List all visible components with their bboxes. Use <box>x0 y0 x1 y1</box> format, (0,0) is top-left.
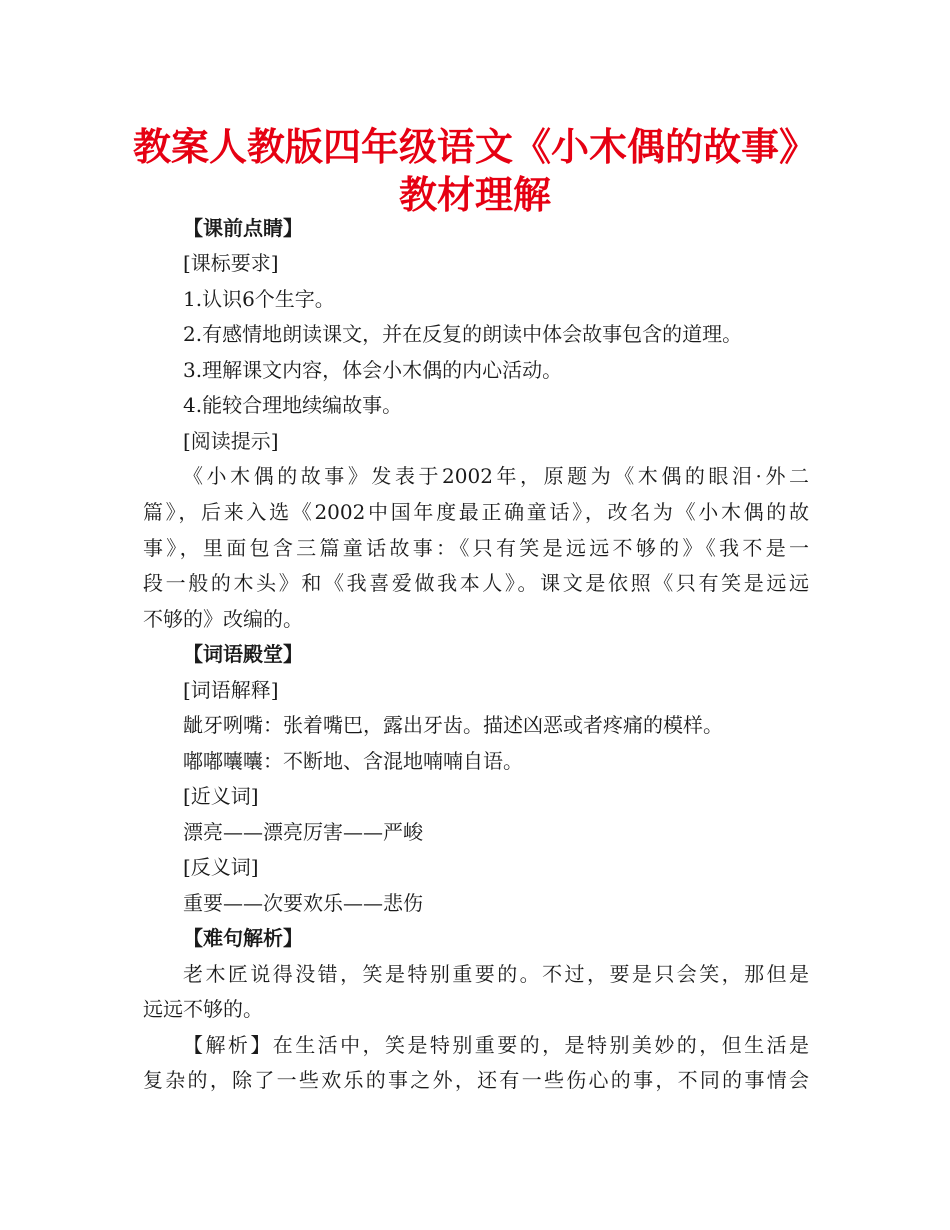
paragraph-line: 段一般的木头》和《我喜爱做我本人》。课文是依照《只有笑是远远 <box>143 571 809 595</box>
requirement-item: 2.有感情地朗读课文，并在反复的朗读中体会故事包含的道理。 <box>183 322 743 346</box>
document-title-line-1: 教案人教版四年级语文《小木偶的故事》 <box>132 125 817 169</box>
requirement-item: 4.能较合理地续编故事。 <box>183 393 403 417</box>
synonyms-line: 漂亮——漂亮厉害——严峻 <box>183 820 423 844</box>
paragraph-line: 老木匠说得没错，笑是特别重要的。不过，要是只会笑，那但是 <box>183 962 809 986</box>
subheading-antonyms: [反义词] <box>183 855 259 879</box>
section-heading-difficult-sentences: 【难句解析】 <box>183 926 303 950</box>
analysis-line: 复杂的，除了一些欢乐的事之外，还有一些伤心的事，不同的事情会 <box>143 1068 809 1092</box>
subheading-synonyms: [近义词] <box>183 784 259 808</box>
requirement-item: 1.认识6个生字。 <box>183 287 335 311</box>
requirement-item: 3.理解课文内容，体会小木偶的内心活动。 <box>183 358 563 382</box>
paragraph-line: 远远不够的。 <box>143 997 263 1021</box>
word-explanation-item: 嘟嘟囔囔：不断地、含混地喃喃自语。 <box>183 749 523 773</box>
paragraph-line: 事》，里面包含三篇童话故事：《只有笑是远远不够的》《我不是一 <box>143 536 809 560</box>
paragraph-line: 不够的》改编的。 <box>143 607 303 631</box>
subheading-reading-tips: [阅读提示] <box>183 429 279 453</box>
document-title-line-2: 教材理解 <box>398 173 551 217</box>
section-heading-preview: 【课前点睛】 <box>183 216 303 240</box>
section-heading-vocabulary: 【词语殿堂】 <box>183 642 303 666</box>
antonyms-line: 重要——次要欢乐——悲伤 <box>183 891 423 915</box>
subheading-word-explanation: [词语解释] <box>183 678 279 702</box>
subheading-curriculum-requirements: [课标要求] <box>183 251 279 275</box>
analysis-line: 【解析】在生活中，笑是特别重要的，是特别美妙的，但生活是 <box>183 1033 809 1057</box>
paragraph-line: 《小木偶的故事》发表于2002年，原题为《木偶的眼泪·外二 <box>183 464 809 488</box>
word-explanation-item: 龇牙咧嘴：张着嘴巴，露出牙齿。描述凶恶或者疼痛的模样。 <box>183 713 723 737</box>
paragraph-line: 篇》，后来入选《2002中国年度最正确童话》，改名为《小木偶的故 <box>143 500 809 524</box>
